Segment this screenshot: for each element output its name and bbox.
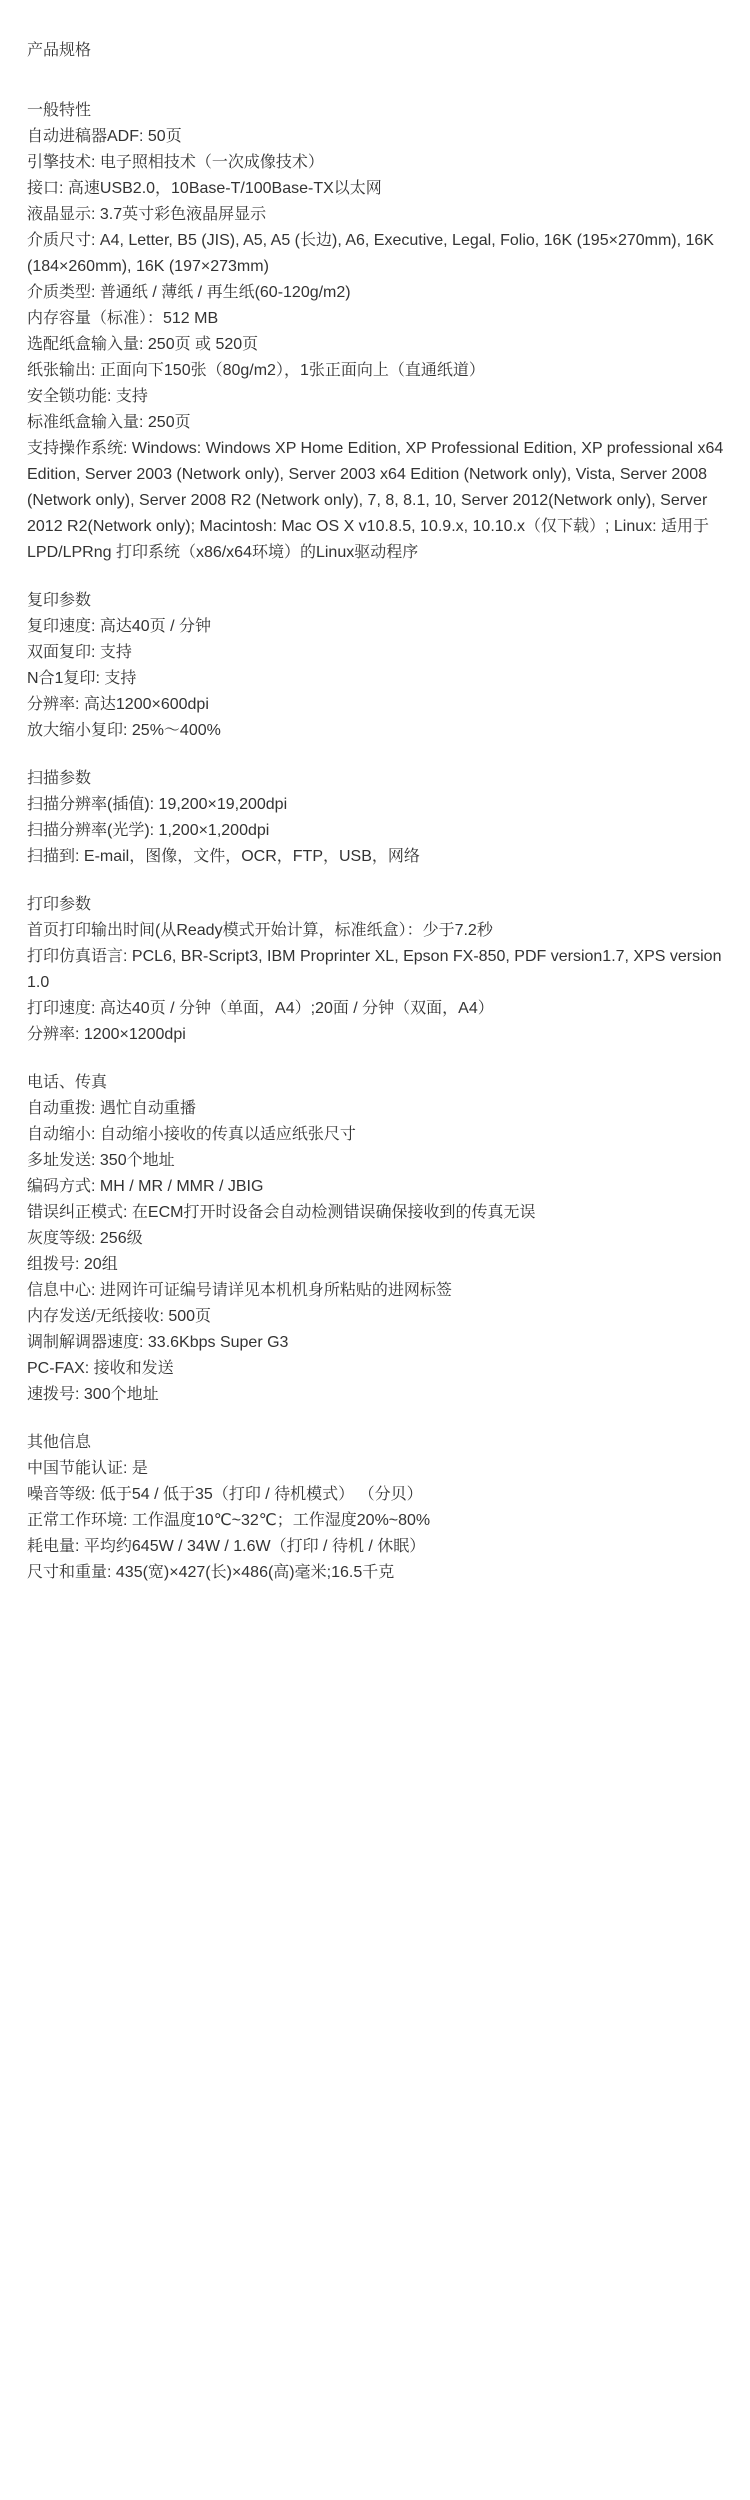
spec-line: 打印速度: 高达40页 / 分钟（单面，A4）;20面 / 分钟（双面，A4）: [27, 1000, 494, 1017]
spec-line: 内存发送/无纸接收: 500页: [27, 1308, 212, 1325]
spec-section: [27, 1070, 727, 1408]
spec-line: 复印速度: 高达40页 / 分钟: [27, 618, 212, 635]
spec-line: 双面复印: 支持: [27, 644, 132, 661]
spec-line: 介质尺寸: A4, Letter, B5 (JIS), A5, A5 (长边), A6, Executive, Legal, Folio, 16K (195×270mm), 16K (184×260mm), 16K (197×273mm): [27, 232, 714, 275]
section-heading: 复印参数: [27, 592, 92, 609]
spec-section: [27, 766, 727, 870]
spec-sections: [27, 98, 727, 1586]
spec-line: 介质类型: 普通纸 / 薄纸 / 再生纸(60-120g/m2): [27, 284, 351, 301]
spec-line: 支持操作系统: Windows: Windows XP Home Edition, XP Professional Edition, XP professional x64 Edition, Server 2003 (Network only), Server 2003 x64 Edition (Network only), Vista, Server 2008 (Network only), Server 2008 R2 (Network only), 7, 8, 8.1, 10, Server 2012(Network only), Server 2012 R2(Network only); Macintosh: Mac OS X v10.8.5, 10.9.x, 10.10.x（仅下载）; Linux: 适用于LPD/LPRng 打印系统（x86/x64环境）的Linux驱动程序: [27, 440, 724, 561]
spec-line: 噪音等级: 低于54 / 低于35（打印 / 待机模式） （分贝）: [27, 1486, 423, 1503]
spec-line: 扫描分辨率(光学): 1,200×1,200dpi: [27, 822, 270, 839]
spec-line: 自动重拨: 遇忙自动重播: [27, 1100, 196, 1117]
section-heading: 一般特性: [27, 102, 92, 119]
spec-line: 调制解调器速度: 33.6Kbps Super G3: [27, 1334, 289, 1351]
spec-line: 中国节能认证: 是: [27, 1460, 148, 1477]
spec-line: 耗电量: 平均约645W / 34W / 1.6W（打印 / 待机 / 休眠）: [27, 1538, 426, 1555]
section-heading: 扫描参数: [27, 770, 92, 787]
spec-line: 分辨率: 高达1200×600dpi: [27, 696, 209, 713]
spec-line: 错误纠正模式: 在ECM打开时设备会自动检测错误确保接收到的传真无误: [27, 1204, 536, 1221]
spec-section: [27, 1430, 727, 1586]
spec-line: 内存容量（标准）：512 MB: [27, 310, 219, 327]
spec-line: 首页打印输出时间(从Ready模式开始计算，标准纸盒）：少于7.2秒: [27, 922, 493, 939]
spec-line: 多址发送: 350个地址: [27, 1152, 175, 1169]
spec-line: 分辨率: 1200×1200dpi: [27, 1026, 186, 1043]
spec-line: 尺寸和重量: 435(宽)×427(长)×486(高)毫米;16.5千克: [27, 1564, 395, 1581]
spec-line: PC-FAX: 接收和发送: [27, 1360, 174, 1377]
spec-section: [27, 892, 727, 1048]
spec-line: 扫描到: E-mail，图像，文件，OCR，FTP，USB，网络: [27, 848, 420, 865]
spec-line: 灰度等级: 256级: [27, 1230, 143, 1247]
spec-line: 编码方式: MH / MR / MMR / JBIG: [27, 1178, 264, 1195]
spec-line: 安全锁功能: 支持: [27, 388, 148, 405]
spec-line: 速拨号: 300个地址: [27, 1386, 159, 1403]
spec-line: 正常工作环境: 工作温度10℃~32℃；工作湿度20%~80%: [27, 1512, 431, 1529]
spec-line: 打印仿真语言: PCL6, BR-Script3, IBM Proprinter XL, Epson FX-850, PDF version1.7, XPS version 1.0: [27, 948, 722, 991]
spec-line: 扫描分辨率(插值): 19,200×19,200dpi: [27, 796, 288, 813]
page-title: 产品规格: [27, 42, 92, 59]
spec-section: [27, 588, 727, 744]
spec-section: [27, 98, 727, 566]
spec-line: 接口: 高速USB2.0，10Base-T/100Base-TX以太网: [27, 180, 382, 197]
spec-line: 自动缩小: 自动缩小接收的传真以适应纸张尺寸: [27, 1126, 356, 1143]
spec-line: 信息中心: 进网许可证编号请详见本机机身所粘贴的进网标签: [27, 1282, 452, 1299]
spec-line: 自动进稿器ADF: 50页: [27, 128, 182, 145]
spec-line: 组拨号: 20组: [27, 1256, 118, 1273]
spec-line: 放大缩小复印: 25%～400%: [27, 722, 221, 739]
spec-line: 选配纸盒输入量: 250页 或 520页: [27, 336, 259, 353]
spec-line: 引擎技术: 电子照相技术（一次成像技术）: [27, 154, 324, 171]
section-heading: 电话、传真: [27, 1074, 108, 1091]
section-heading: 打印参数: [27, 896, 92, 913]
spec-line: N合1复印: 支持: [27, 670, 137, 687]
spec-line: 液晶显示: 3.7英寸彩色液晶屏显示: [27, 206, 267, 223]
spec-line: 纸张输出: 正面向下150张（80g/m2），1张正面向上（直通纸道）: [27, 362, 485, 379]
spec-line: 标准纸盒输入量: 250页: [27, 414, 191, 431]
section-heading: 其他信息: [27, 1434, 92, 1451]
